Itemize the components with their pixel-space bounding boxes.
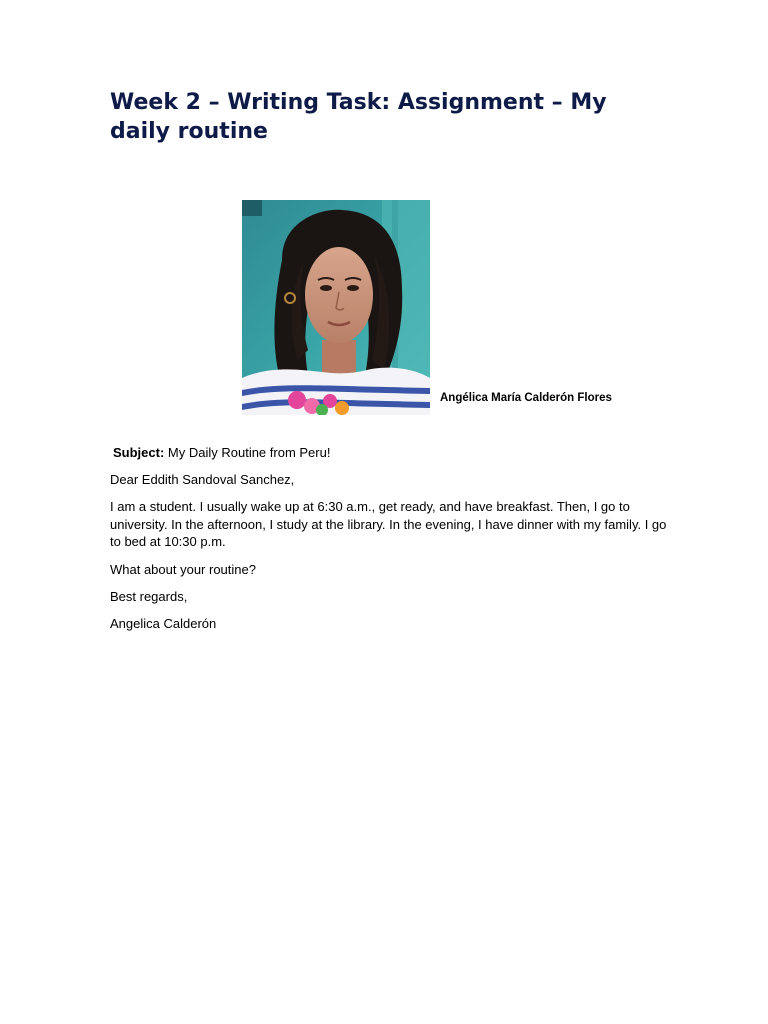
email-closing: Best regards, [110, 589, 188, 604]
email-subject-line [113, 444, 673, 462]
portrait-photo [242, 200, 430, 415]
subject-label: Subject: [113, 445, 165, 460]
subject-text: My Daily Routine from Peru! [164, 445, 331, 460]
email-signature: Angelica Calderón [110, 616, 217, 631]
email-body: I am a student. I usually wake up at 6:30 a.m., get ready, and have breakfast. Then, I go to university. In the afternoon, I study at the library. In the evening, I have dinner with my family. I go to bed at 10:30 p.m. [110, 499, 667, 549]
email-question: What about your routine? [110, 562, 256, 577]
email-greeting: Dear Eddith Sandoval Sanchez, [110, 472, 295, 487]
document-title: Week 2 – Writing Task: Assignment – My daily routine [110, 90, 607, 144]
photo-caption: Angélica María Calderón Flores [440, 392, 612, 404]
